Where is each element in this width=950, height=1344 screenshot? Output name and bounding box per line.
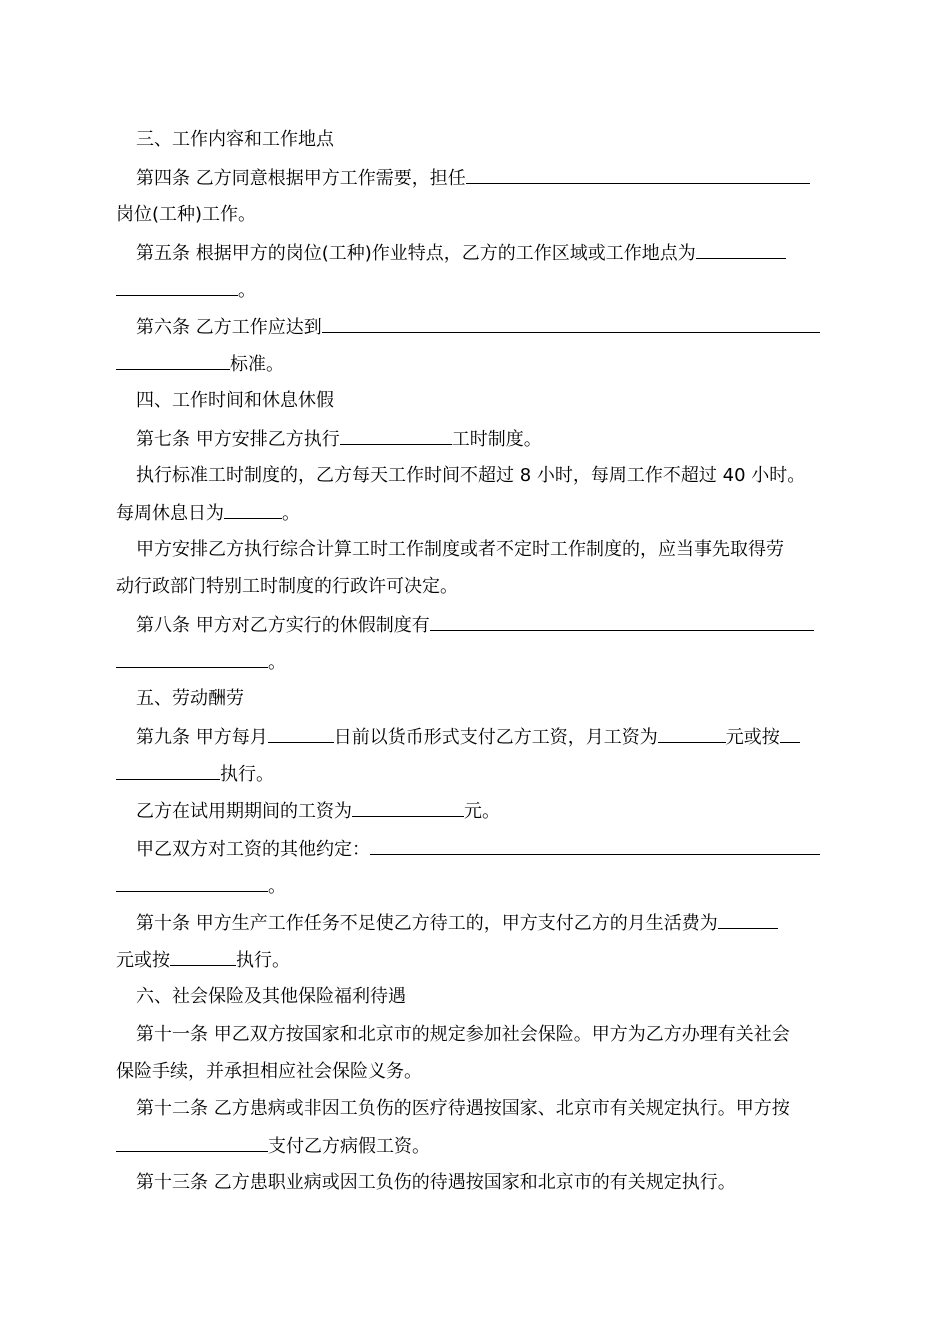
fill-blank: [780, 725, 800, 743]
article-5-line-2: [116, 278, 256, 303]
section-heading-4: [136, 389, 334, 413]
line-text: 五、劳动酬劳: [136, 688, 244, 709]
line-text: 第八条 甲方对乙方实行的休假制度有: [136, 615, 430, 636]
line-text: 岗位(工种)工作。: [116, 204, 257, 225]
article-8-line-2: [116, 650, 286, 675]
fill-blank: [116, 650, 268, 668]
article-7-line-4: [136, 538, 784, 562]
fill-blank: [268, 725, 334, 743]
line-text: 。: [268, 876, 286, 897]
line-text: 第五条 根据甲方的岗位(工种)作业特点，乙方的工作区域或工作地点为: [136, 243, 696, 264]
article-10-line-1: [136, 911, 778, 936]
fill-blank: [658, 725, 726, 743]
line-text: 动行政部门特别工时制度的行政许可决定。: [116, 576, 458, 597]
line-text: 。: [282, 503, 300, 524]
fill-blank: [370, 837, 820, 855]
line-text: 执行标准工时制度的，乙方每天工作时间不超过 8 小时，每周工作不超过 40 小时。: [136, 465, 806, 486]
line-text: 第九条 甲方每月: [136, 727, 268, 748]
section-heading-6: [136, 985, 406, 1009]
line-text: 元或按: [725, 727, 780, 748]
fill-blank: [718, 911, 778, 929]
line-text: 第十一条 甲乙双方按国家和北京市的规定参加社会保险。甲方为乙方办理有关社会: [136, 1024, 790, 1045]
line-text: 。: [238, 280, 256, 301]
fill-blank: [224, 501, 282, 519]
line-text: 日前以货币形式支付乙方工资，月工资为: [333, 727, 658, 748]
line-text: 乙方在试用期期间的工资为: [136, 801, 352, 822]
article-11-line-1: [136, 1023, 790, 1047]
line-text: 工时制度。: [451, 429, 542, 450]
article-7-line-1: [136, 427, 542, 452]
fill-blank: [696, 241, 786, 259]
line-text: 第七条 甲方安排乙方执行: [136, 429, 340, 450]
article-4-line-1: [136, 166, 810, 191]
fill-blank: [352, 799, 464, 817]
article-7-line-3: [116, 501, 300, 526]
fill-blank: [116, 352, 230, 370]
line-text: 。: [268, 652, 286, 673]
section-heading-3: [136, 128, 334, 152]
fill-blank: [116, 1134, 268, 1152]
article-6-line-2: [116, 352, 284, 377]
line-text: 第十条 甲方生产工作任务不足使乙方待工的，甲方支付乙方的月生活费为: [136, 913, 718, 934]
fill-blank: [116, 762, 220, 780]
article-7-line-2: [136, 464, 805, 488]
fill-blank: [116, 874, 268, 892]
line-text: 第十三条 乙方患职业病或因工负伤的待遇按国家和北京市的有关规定执行。: [136, 1172, 736, 1193]
article-7-line-5: [116, 575, 458, 599]
line-text: 标准。: [230, 354, 284, 375]
line-text: 六、社会保险及其他保险福利待遇: [136, 986, 406, 1007]
fill-blank: [340, 427, 452, 445]
line-text: 元。: [464, 801, 500, 822]
article-4-line-2: [116, 203, 256, 227]
article-12-line-1: [136, 1097, 790, 1121]
line-text: 支付乙方病假工资。: [268, 1136, 430, 1157]
section-heading-5: [136, 687, 244, 711]
line-text: 每周休息日为: [116, 503, 224, 524]
fill-blank: [116, 278, 238, 296]
article-9-line-3: [136, 799, 500, 824]
fill-blank: [466, 166, 810, 184]
line-text: 三、工作内容和工作地点: [136, 129, 334, 150]
line-text: 第四条 乙方同意根据甲方工作需要，担任: [136, 168, 466, 189]
line-text: 执行。: [220, 764, 274, 785]
article-9-line-2: [116, 762, 274, 787]
line-text: 四、工作时间和休息休假: [136, 390, 334, 411]
article-5-line-1: [136, 241, 786, 266]
line-text: 执行。: [236, 950, 290, 971]
line-text: 元或按: [116, 950, 170, 971]
article-9-line-4: [136, 837, 820, 862]
article-9-line-5: [116, 874, 286, 899]
line-text: 保险手续，并承担相应社会保险义务。: [116, 1061, 422, 1082]
article-10-line-2: [116, 948, 290, 973]
line-text: 甲方安排乙方执行综合计算工时工作制度或者不定时工作制度的，应当事先取得劳: [136, 539, 784, 560]
fill-blank: [430, 613, 814, 631]
line-text: 甲乙双方对工资的其他约定：: [136, 839, 370, 860]
line-text: 第十二条 乙方患病或非因工负伤的医疗待遇按国家、北京市有关规定执行。甲方按: [136, 1098, 790, 1119]
article-13-line-1: [136, 1171, 736, 1195]
article-12-line-2: [116, 1134, 430, 1159]
article-9-line-1: [136, 725, 800, 750]
article-6-line-1: [136, 315, 820, 340]
article-8-line-1: [136, 613, 814, 638]
article-11-line-2: [116, 1060, 422, 1084]
fill-blank: [322, 315, 820, 333]
fill-blank: [170, 948, 236, 966]
line-text: 第六条 乙方工作应达到: [136, 317, 322, 338]
